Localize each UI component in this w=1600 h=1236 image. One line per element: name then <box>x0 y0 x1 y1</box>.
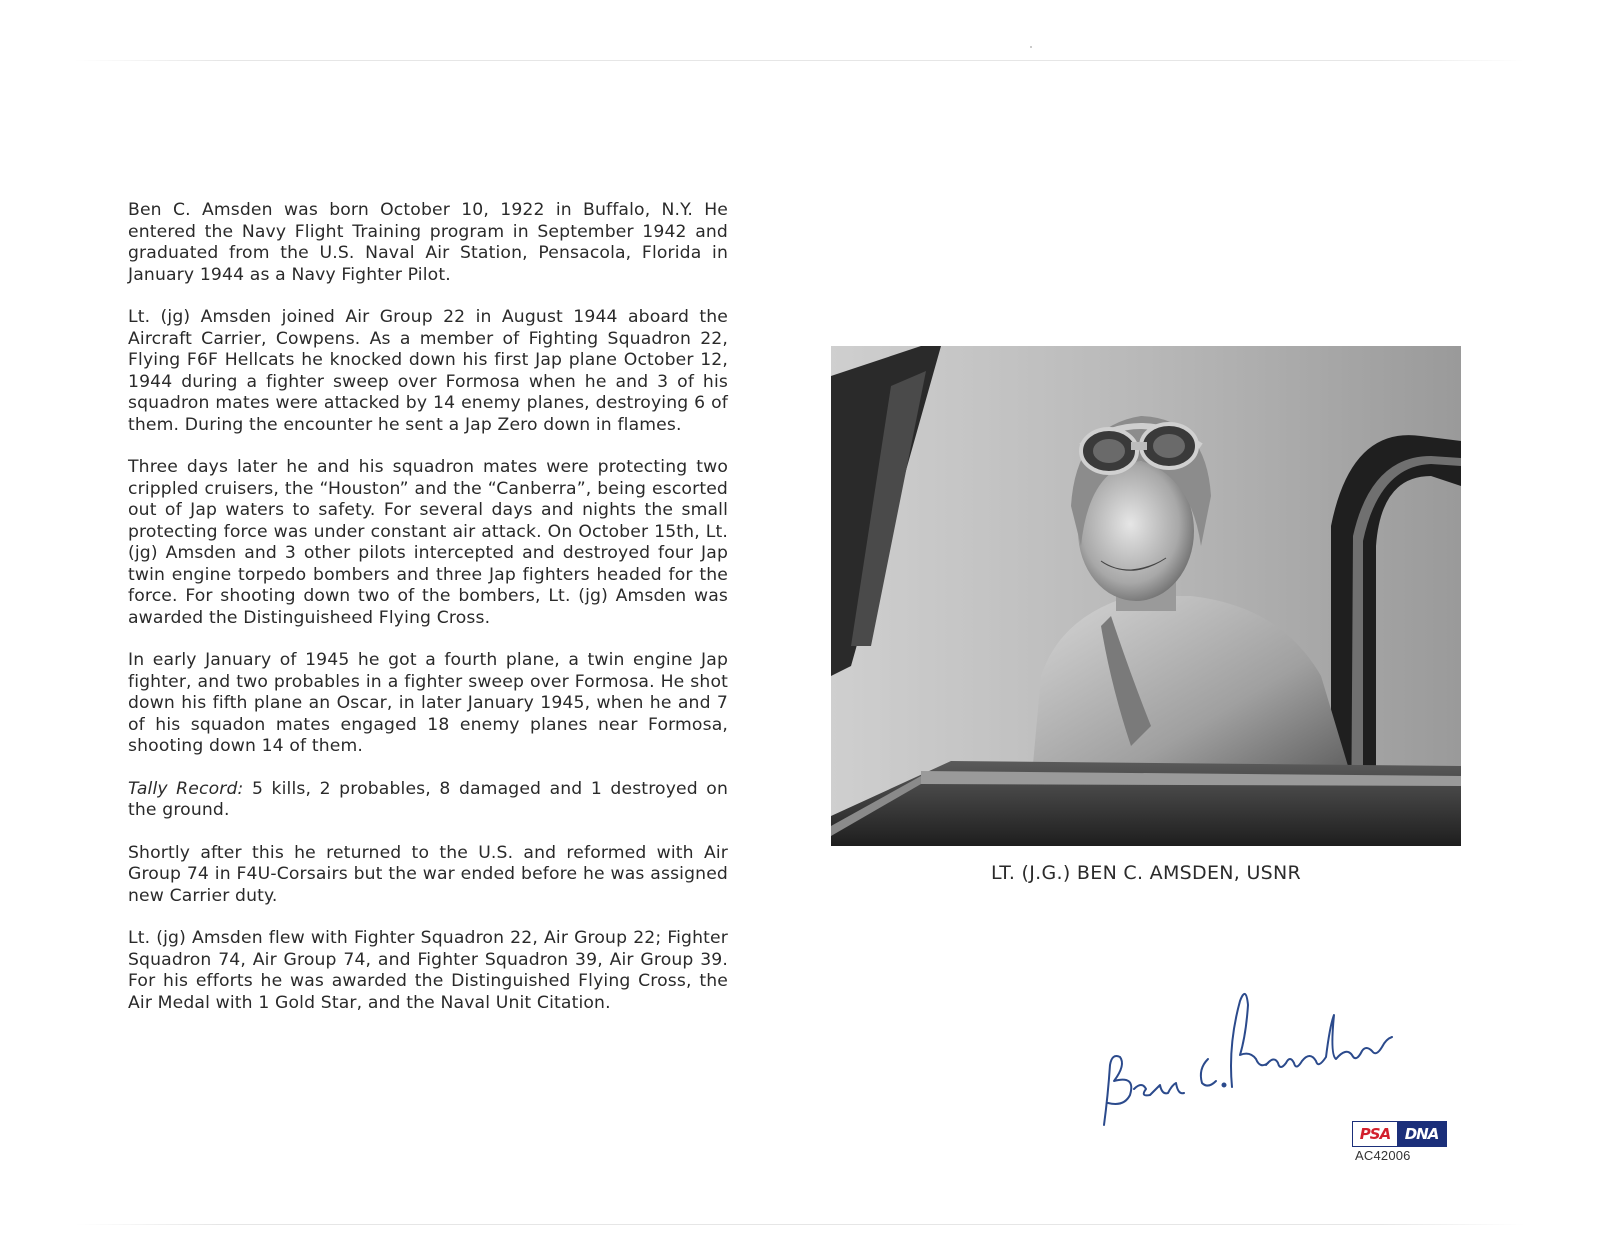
bio-paragraph: Ben C. Amsden was born October 10, 1922 in Buffalo, N.Y. He entered the Navy Flight Training program in September 1942 and graduated from the U.S. Naval Air Station, Pensacola, Florida in January 1944 as a Navy Fighter Pilot. <box>128 200 728 285</box>
bio-paragraph: Shortly after this he returned to the U.S. and reformed with Air Group 74 in F4U-Corsairs but the war ended before he was assigned new Carrier duty. <box>128 842 728 906</box>
bottom-page-edge <box>75 1224 1525 1225</box>
bio-paragraph: Lt. (jg) Amsden joined Air Group 22 in August 1944 aboard the Aircraft Carrier, Cowpens. As a member of Fighting Squadron 22, Flying F6F Hellcats he knocked down his first Jap plane October 12, 1944 during a fighter sweep over Formosa when he and 3 of his squadron mates were attacked by 14 enemy planes, destroying 6 of them. During the encounter he sent a Jap Zero down in flames. <box>128 307 728 435</box>
pilot-photo <box>831 346 1461 846</box>
certification-number: AC42006 <box>1355 1148 1411 1163</box>
bio-paragraph: In early January of 1945 he got a fourth plane, a twin engine Jap fighter, and two probables in a fighter sweep over Formosa. He shot down his fifth plane an Oscar, in later January 1945, when he and 7 of his squadon mates engaged 18 enemy planes near Formosa, shooting down 14 of them. <box>128 650 728 756</box>
tally-record-text: 5 kills, 2 probables, 8 damaged and 1 destroyed on the ground. <box>128 778 728 820</box>
bio-paragraph: Lt. (jg) Amsden flew with Fighter Squadron 22, Air Group 22; Fighter Squadron 74, Air Group 74, and Fighter Squadron 39, Air Group 39. For his efforts he was awarded the Distinguished Flying Cross, the Air Medal with 1 Gold Star, and the Naval Unit Citation. <box>128 928 728 1013</box>
psa-dna-logo <box>1352 1121 1447 1147</box>
paper-speck <box>1030 46 1032 48</box>
biography-text <box>128 200 728 1035</box>
top-page-edge <box>75 60 1525 61</box>
psa-logo-text: PSA <box>1353 1122 1397 1146</box>
bio-paragraph: Three days later he and his squadron mates were protecting two crippled cruisers, the “Houston” and the “Canberra”, being escorted out of Jap waters to safety. For several days and nights the small protecting force was under constant air attack. On October 15th, Lt. (jg) Amsden and 3 other pilots intercepted and destroyed four Jap twin engine torpedo bombers and three Jap fighters headed for the force. For shooting down two of the bombers, Lt. (jg) Amsden was awarded the Distinguisheed Flying Cross. <box>128 457 728 628</box>
tally-record <box>128 779 728 822</box>
tally-record-label: Tally Record: <box>128 778 244 799</box>
dna-logo-text: DNA <box>1397 1122 1446 1146</box>
photo-caption: LT. (J.G.) BEN C. AMSDEN, USNR <box>990 862 1302 884</box>
